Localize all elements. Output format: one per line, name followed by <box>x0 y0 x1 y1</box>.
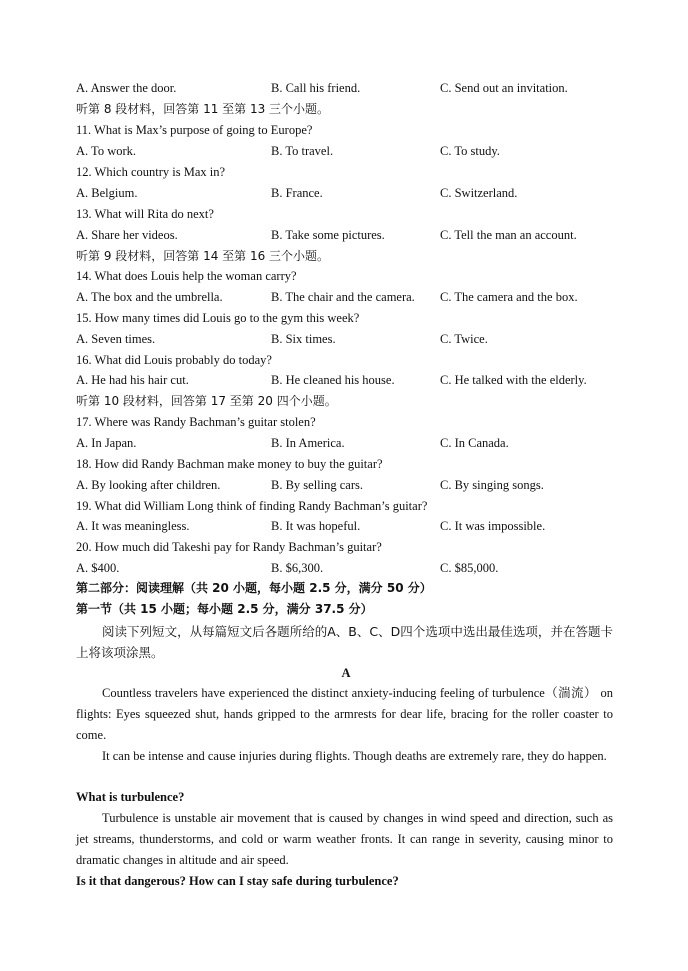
option-c: C. Twice. <box>440 332 488 346</box>
option-c: C. He talked with the elderly. <box>440 373 587 387</box>
option-c: C. By singing songs. <box>440 478 544 492</box>
question-15: 15. How many times did Louis go to the gym this week? <box>76 311 360 325</box>
question-19: 19. What did William Long think of finding Randy Bachman’s guitar? <box>76 499 428 513</box>
question-16: 16. What did Louis probably do today? <box>76 353 272 367</box>
question-18: 18. How did Randy Bachman make money to buy the guitar? <box>76 457 383 471</box>
paragraph-3: Turbulence is unstable air movement that is caused by changes in wind speed and direction, such as jet streams, thunderstorms, and cold or warm weather fronts. It can range in severity, causing minor to dramatic changes in altitude and air speed. <box>76 811 613 867</box>
question-12: 12. Which country is Max in? <box>76 165 226 179</box>
section-9-instruction: 听第 9 段材料，回答第 14 至第 16 三个小题。 <box>76 249 330 263</box>
heading-what-is-turbulence: What is turbulence? <box>76 790 185 804</box>
option-a: A. Answer the door. <box>76 81 177 95</box>
option-c: C. To study. <box>440 144 500 158</box>
section-1-heading: 第一节（共 15 小题；每小题 2.5 分，满分 37.5 分） <box>76 602 373 616</box>
section-10-instruction: 听第 10 段材料，回答第 17 至第 20 四个小题。 <box>76 394 337 408</box>
option-a: A. Share her videos. <box>76 228 178 242</box>
option-c: C. Tell the man an account. <box>440 228 577 242</box>
option-b: B. Take some pictures. <box>271 228 385 242</box>
option-a: A. In Japan. <box>76 436 137 450</box>
option-a: A. By looking after children. <box>76 478 221 492</box>
option-b: B. To travel. <box>271 144 334 158</box>
heading-is-it-dangerous: Is it that dangerous? How can I stay safe during turbulence? <box>76 874 399 888</box>
option-a: A. Belgium. <box>76 186 138 200</box>
option-c: C. It was impossible. <box>440 519 546 533</box>
question-17: 17. Where was Randy Bachman’s guitar stolen? <box>76 415 316 429</box>
passage-letter: A <box>341 666 351 680</box>
option-c: C. Switzerland. <box>440 186 518 200</box>
option-a: A. It was meaningless. <box>76 519 190 533</box>
option-a: A. Seven times. <box>76 332 156 346</box>
reading-instructions: 阅读下列短文，从每篇短文后各题所给的A、B、C、D四个选项中选出最佳选项，并在答题卡上将该项涂黑。 <box>76 624 613 660</box>
part-2-heading: 第二部分：阅读理解（共 20 小题，每小题 2.5 分，满分 50 分） <box>76 581 432 595</box>
question-11: 11. What is Max’s purpose of going to Europe? <box>76 123 313 137</box>
option-a: A. The box and the umbrella. <box>76 290 223 304</box>
option-b: B. The chair and the camera. <box>271 290 415 304</box>
option-c: C. In Canada. <box>440 436 509 450</box>
question-20: 20. How much did Takeshi pay for Randy Bachman’s guitar? <box>76 540 382 554</box>
option-a: A. He had his hair cut. <box>76 373 189 387</box>
paragraph-2: It can be intense and cause injuries during flights. Though deaths are extremely rare, they do happen. <box>102 749 607 763</box>
option-c: C. Send out an invitation. <box>440 81 568 95</box>
paragraph-1: Countless travelers have experienced the distinct anxiety-inducing feeling of turbulence（湍流） on flights: Eyes squeezed shut, hands gripped to the armrests for dear life, bracing for the roller coaster to come. <box>76 686 613 742</box>
option-c: C. $85,000. <box>440 561 499 575</box>
option-b: B. $6,300. <box>271 561 324 575</box>
option-b: B. It was hopeful. <box>271 519 361 533</box>
question-14: 14. What does Louis help the woman carry? <box>76 269 297 283</box>
option-a: A. $400. <box>76 561 120 575</box>
option-b: B. France. <box>271 186 323 200</box>
option-b: B. He cleaned his house. <box>271 373 395 387</box>
option-a: A. To work. <box>76 144 137 158</box>
question-13: 13. What will Rita do next? <box>76 207 214 221</box>
option-b: B. By selling cars. <box>271 478 364 492</box>
option-b: B. Call his friend. <box>271 81 361 95</box>
option-b: B. In America. <box>271 436 345 450</box>
section-8-instruction: 听第 8 段材料，回答第 11 至第 13 三个小题。 <box>76 102 330 116</box>
option-c: C. The camera and the box. <box>440 290 578 304</box>
option-b: B. Six times. <box>271 332 336 346</box>
